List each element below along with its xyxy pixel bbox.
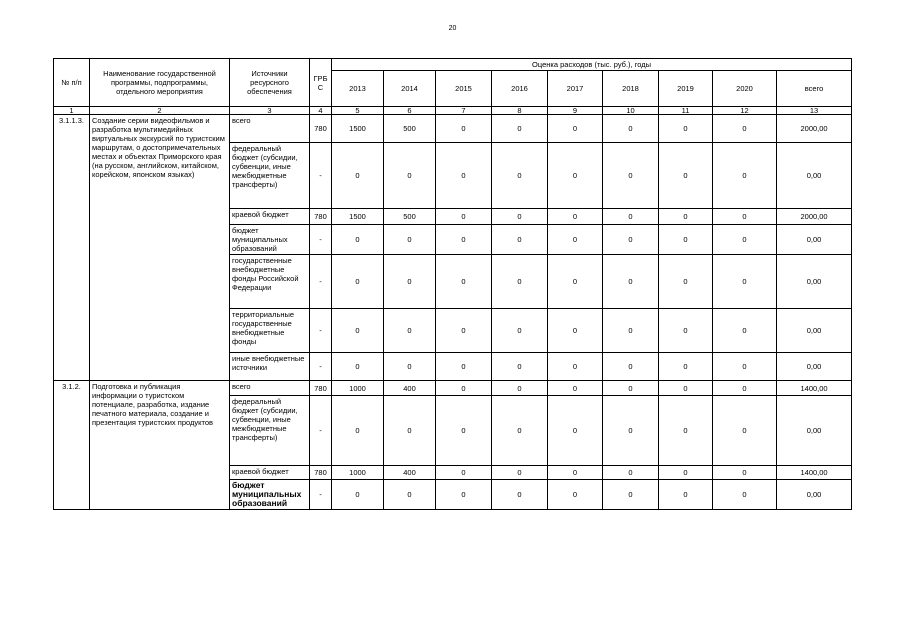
funding-source: государственные внебюджетные фонды Российской Федерации [230, 255, 310, 309]
funding-source: иные внебюджетные источники [230, 353, 310, 381]
header-year: 2017 [548, 71, 603, 107]
header-column-number: 9 [548, 107, 603, 115]
year-value: 500 [384, 209, 436, 225]
funding-source: краевой бюджет [230, 209, 310, 225]
total-value: 0,00 [777, 353, 852, 381]
header-year: 2013 [332, 71, 384, 107]
header-num: № п/п [54, 59, 90, 107]
header-year: 2019 [659, 71, 713, 107]
year-value: 0 [332, 309, 384, 353]
year-value: 0 [659, 225, 713, 255]
header-column-number: 1 [54, 107, 90, 115]
year-value: 0 [713, 381, 777, 396]
row-name: Создание серии видеофильмов и разработка мультимедийных виртуальных экскурсий по туристским маршрутам, о достопримечательных местах и объектах Приморского края (на русском, английском, китайском, корейском, японском языках) [90, 115, 230, 381]
grbs-code: 780 [310, 115, 332, 143]
year-value: 0 [492, 255, 548, 309]
year-value: 0 [436, 353, 492, 381]
year-value: 0 [603, 396, 659, 466]
year-value: 0 [713, 396, 777, 466]
year-value: 0 [332, 143, 384, 209]
year-value: 0 [548, 309, 603, 353]
grbs-code: 780 [310, 209, 332, 225]
year-value: 0 [436, 255, 492, 309]
year-value: 0 [713, 225, 777, 255]
year-value: 0 [384, 396, 436, 466]
year-value: 0 [713, 115, 777, 143]
year-value: 0 [548, 480, 603, 510]
year-value: 0 [332, 353, 384, 381]
total-value: 0,00 [777, 225, 852, 255]
year-value: 0 [332, 255, 384, 309]
funding-source: всего [230, 115, 310, 143]
funding-source: краевой бюджет [230, 466, 310, 480]
year-value: 0 [548, 466, 603, 480]
year-value: 0 [492, 480, 548, 510]
page-number: 20 [448, 25, 457, 32]
header-year: 2016 [492, 71, 548, 107]
header-column-number: 2 [90, 107, 230, 115]
year-value: 0 [713, 255, 777, 309]
year-value: 0 [713, 143, 777, 209]
year-value: 0 [603, 353, 659, 381]
year-value: 0 [332, 225, 384, 255]
year-value: 0 [548, 396, 603, 466]
funding-source: бюджет муниципальных образований [230, 225, 310, 255]
year-value: 0 [492, 353, 548, 381]
grbs-code: - [310, 396, 332, 466]
year-value: 0 [659, 466, 713, 480]
year-value: 1500 [332, 115, 384, 143]
year-value: 0 [492, 143, 548, 209]
funding-source: федеральный бюджет (субсидии, субвенции, иные межбюджетные трансферты) [230, 396, 310, 466]
header-grbs: ГРБ С [310, 59, 332, 107]
year-value: 0 [436, 396, 492, 466]
year-value: 0 [603, 209, 659, 225]
year-value: 0 [548, 255, 603, 309]
row-name: Подготовка и публикация информации о туристском потенциале, разработка, издание печатного материала, создание и презентация туристских продуктов [90, 381, 230, 510]
total-value: 2000,00 [777, 115, 852, 143]
header-column-number: 13 [777, 107, 852, 115]
year-value: 0 [603, 381, 659, 396]
year-value: 0 [713, 309, 777, 353]
year-value: 0 [548, 225, 603, 255]
total-value: 0,00 [777, 143, 852, 209]
grbs-code: - [310, 309, 332, 353]
year-value: 1000 [332, 381, 384, 396]
year-value: 0 [603, 309, 659, 353]
year-value: 0 [659, 255, 713, 309]
header-year: 2020 [713, 71, 777, 107]
header-year: 2015 [436, 71, 492, 107]
year-value: 0 [492, 225, 548, 255]
year-value: 0 [492, 466, 548, 480]
header-sources: Источники ресурсного обеспечения [230, 59, 310, 107]
year-value: 0 [713, 353, 777, 381]
year-value: 0 [659, 209, 713, 225]
table-row [54, 115, 852, 143]
funding-source: всего [230, 381, 310, 396]
year-value: 0 [603, 480, 659, 510]
grbs-code: - [310, 143, 332, 209]
year-value: 0 [436, 466, 492, 480]
funding-source: федеральный бюджет (субсидии, субвенции, иные межбюджетные трансферты) [230, 143, 310, 209]
header-name: Наименование государственной программы, подпрограммы, отдельного мероприятия [90, 59, 230, 107]
year-value: 0 [384, 143, 436, 209]
header-column-number: 10 [603, 107, 659, 115]
year-value: 0 [548, 115, 603, 143]
year-value: 0 [492, 115, 548, 143]
year-value: 0 [659, 353, 713, 381]
year-value: 0 [436, 309, 492, 353]
funding-source: территориальные государственные внебюджетные фонды [230, 309, 310, 353]
year-value: 0 [548, 381, 603, 396]
total-value: 0,00 [777, 480, 852, 510]
header-column-number: 11 [659, 107, 713, 115]
year-value: 0 [548, 143, 603, 209]
year-value: 0 [659, 115, 713, 143]
year-value: 0 [492, 381, 548, 396]
year-value: 500 [384, 115, 436, 143]
table-row [54, 381, 852, 396]
year-value: 0 [603, 225, 659, 255]
total-value: 0,00 [777, 255, 852, 309]
year-value: 400 [384, 466, 436, 480]
year-value: 0 [436, 480, 492, 510]
year-value: 0 [603, 466, 659, 480]
total-value: 1400,00 [777, 466, 852, 480]
header-column-number: 6 [384, 107, 436, 115]
year-value: 0 [384, 255, 436, 309]
total-value: 0,00 [777, 396, 852, 466]
year-value: 0 [713, 466, 777, 480]
grbs-code: - [310, 255, 332, 309]
year-value: 0 [492, 209, 548, 225]
year-value: 0 [436, 225, 492, 255]
year-value: 400 [384, 381, 436, 396]
grbs-code: - [310, 353, 332, 381]
grbs-code: 780 [310, 381, 332, 396]
year-value: 0 [713, 209, 777, 225]
year-value: 0 [713, 480, 777, 510]
year-value: 1500 [332, 209, 384, 225]
header-year: 2018 [603, 71, 659, 107]
total-value: 2000,00 [777, 209, 852, 225]
header-column-number: 4 [310, 107, 332, 115]
year-value: 0 [548, 209, 603, 225]
year-value: 0 [603, 255, 659, 309]
header-column-number: 3 [230, 107, 310, 115]
year-value: 0 [436, 143, 492, 209]
row-number: 3.1.1.3. [54, 115, 90, 381]
expenses-table [53, 58, 852, 510]
year-value: 0 [332, 480, 384, 510]
header-column-number: 8 [492, 107, 548, 115]
grbs-code: - [310, 480, 332, 510]
year-value: 0 [603, 115, 659, 143]
header-column-number: 5 [332, 107, 384, 115]
year-value: 0 [384, 353, 436, 381]
header-column-number: 7 [436, 107, 492, 115]
header-year: 2014 [384, 71, 436, 107]
grbs-code: 780 [310, 466, 332, 480]
year-value: 0 [659, 381, 713, 396]
total-value: 0,00 [777, 309, 852, 353]
year-value: 0 [436, 115, 492, 143]
year-value: 0 [659, 480, 713, 510]
grbs-code: - [310, 225, 332, 255]
year-value: 0 [492, 309, 548, 353]
year-value: 0 [548, 353, 603, 381]
year-value: 1000 [332, 466, 384, 480]
year-value: 0 [384, 309, 436, 353]
year-value: 0 [384, 480, 436, 510]
year-value: 0 [436, 209, 492, 225]
year-value: 0 [603, 143, 659, 209]
header-year: всего [777, 71, 852, 107]
year-value: 0 [659, 143, 713, 209]
year-value: 0 [332, 396, 384, 466]
year-value: 0 [659, 309, 713, 353]
header-estimate: Оценка расходов (тыс. руб.), годы [332, 59, 852, 71]
year-value: 0 [384, 225, 436, 255]
row-number: 3.1.2. [54, 381, 90, 510]
total-value: 1400,00 [777, 381, 852, 396]
year-value: 0 [492, 396, 548, 466]
header-column-number: 12 [713, 107, 777, 115]
year-value: 0 [436, 381, 492, 396]
funding-source: бюджет муниципальных образований [230, 480, 310, 510]
year-value: 0 [659, 396, 713, 466]
